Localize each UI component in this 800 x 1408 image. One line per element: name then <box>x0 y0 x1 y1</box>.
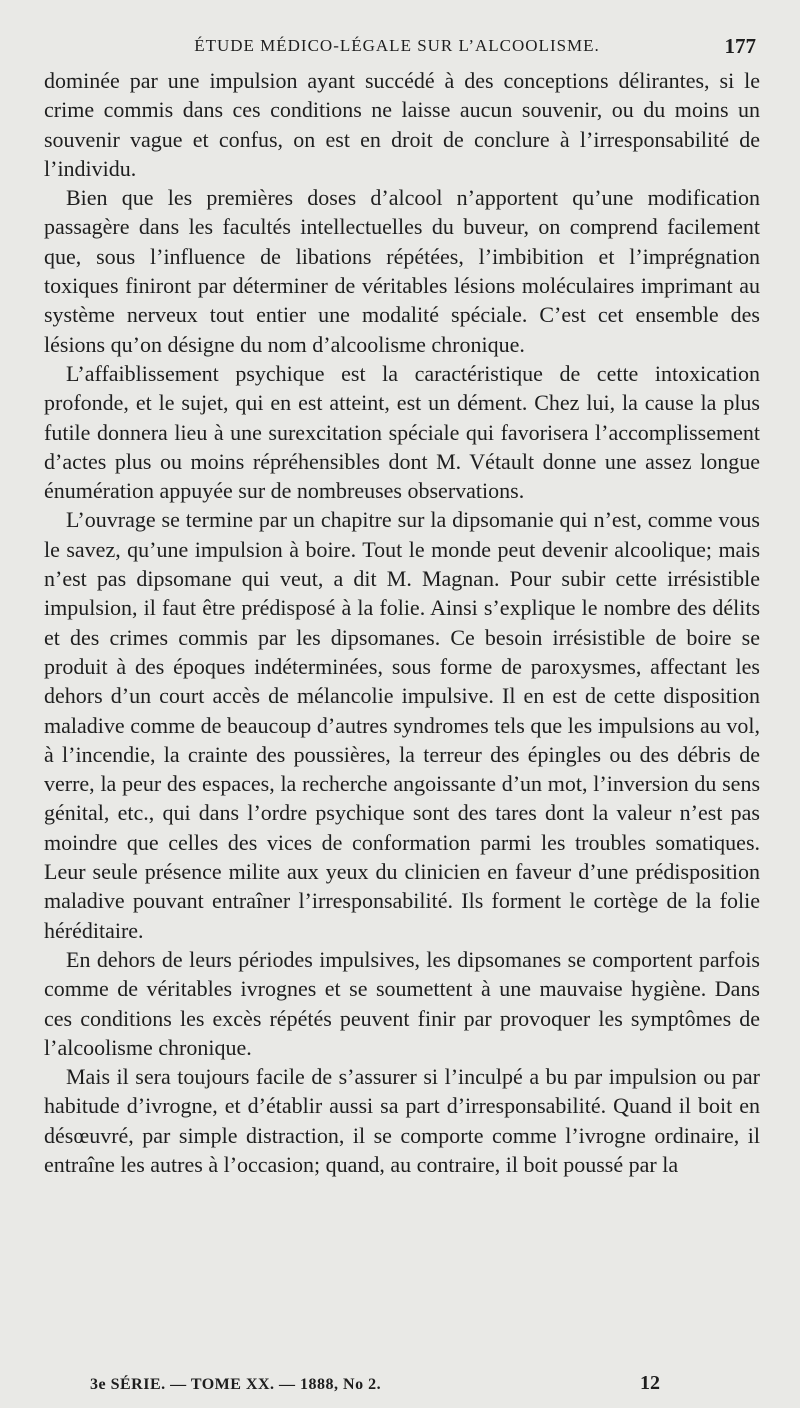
running-title: ÉTUDE MÉDICO-LÉGALE SUR L’ALCOOLISME. <box>194 36 600 55</box>
paragraph: Bien que les premières doses d’alcool n’apportent qu’une modification passagère dans les facultés intellectuelles du buveur, on comprend facilement que, sous l’influence de libations répétées, l’imbibition et l’imprégnation toxiques finiront par déterminer de véritables lésions moléculaires imprimant au système nerveux tout entier une modalité spéciale. C’est cet ensemble des lésions qu’on désigne du nom d’alcoolisme chronique. <box>44 185 760 357</box>
paragraph: En dehors de leurs périodes impulsives, les dipsomanes se comportent parfois comme de véritables ivrognes et se soumettent à une mauvaise hygiène. Dans ces conditions les excès répétés peuvent finir par provoquer les symptômes de l’alcoolisme chronique. <box>44 946 760 1060</box>
page-footer <box>90 1372 660 1398</box>
paragraph: dominée par une impulsion ayant succédé à des conceptions délirantes, si le crime commis dans ces conditions ne laisse aucun souvenir, ou du moins un souvenir vague et confus, on est en droit de conclure à l’irresponsabilité de l’individu. <box>44 68 760 181</box>
page-number: 177 <box>724 34 756 58</box>
paragraph: L’affaiblissement psychique est la caractéristique de cette intoxication profonde, et le sujet, qui en est atteint, est un dément. Chez lui, la cause la plus futile donnera lieu à une surexcitation spéciale qui favorisera l’accomplissement d’actes plus ou moins répréhensibles dont M. Vétault donne une assez longue énumération appuyée sur de nombreuses observations. <box>44 360 760 504</box>
paragraph: L’ouvrage se termine par un chapitre sur la dipsomanie qui n’est, comme vous le savez, qu’une impulsion à boire. Tout le monde peut devenir alcoolique; mais n’est pas dipsomane qui veut, a dit M. Magnan. Pour subir cette irrésistible impulsion, il faut être prédisposé à la folie. Ainsi s’explique le nombre des délits et des crimes commis par les dipsomanes. Ce besoin irrésistible de boire se produit à des époques indéterminées, sous forme de paroxysmes, affectant les dehors d’un court accès de mélancolie impulsive. Il en est de cette disposition maladive comme de beaucoup d’autres syndromes tels que les impulsions au vol, à l’incendie, la crainte des poussières, la terreur des épingles ou des débris de verre, la peur des espaces, la recherche angoissante d’un mot, l’inversion du sens génital, etc., qui dans l’ordre psychique sont des tares dont la valeur n’est pas moindre que celles des vices de conformation parmi les troubles somatiques. Leur seule présence milite aux yeux du clinicien en faveur d’une prédisposition maladive pouvant entraîner l’irresponsabilité. Ils forment le cortège de la folie héréditaire. <box>44 507 760 943</box>
sheet-number: 12 <box>640 1372 660 1394</box>
series-signature: 3e SÉRIE. — TOME XX. — 1888, No 2. <box>90 1376 382 1393</box>
text-body <box>44 66 760 1179</box>
paragraph: Mais il sera toujours facile de s’assurer si l’inculpé a bu par impulsion ou par habitude d’ivrogne, et d’établir aussi sa part d’irresponsabilité. Quand il boit en désœuvré, par simple distraction, il se comporte comme l’ivrogne ordinaire, il entraîne les autres à l’occasion; quand, au contraire, il boit poussé par la <box>44 1064 760 1177</box>
running-header <box>38 34 756 62</box>
